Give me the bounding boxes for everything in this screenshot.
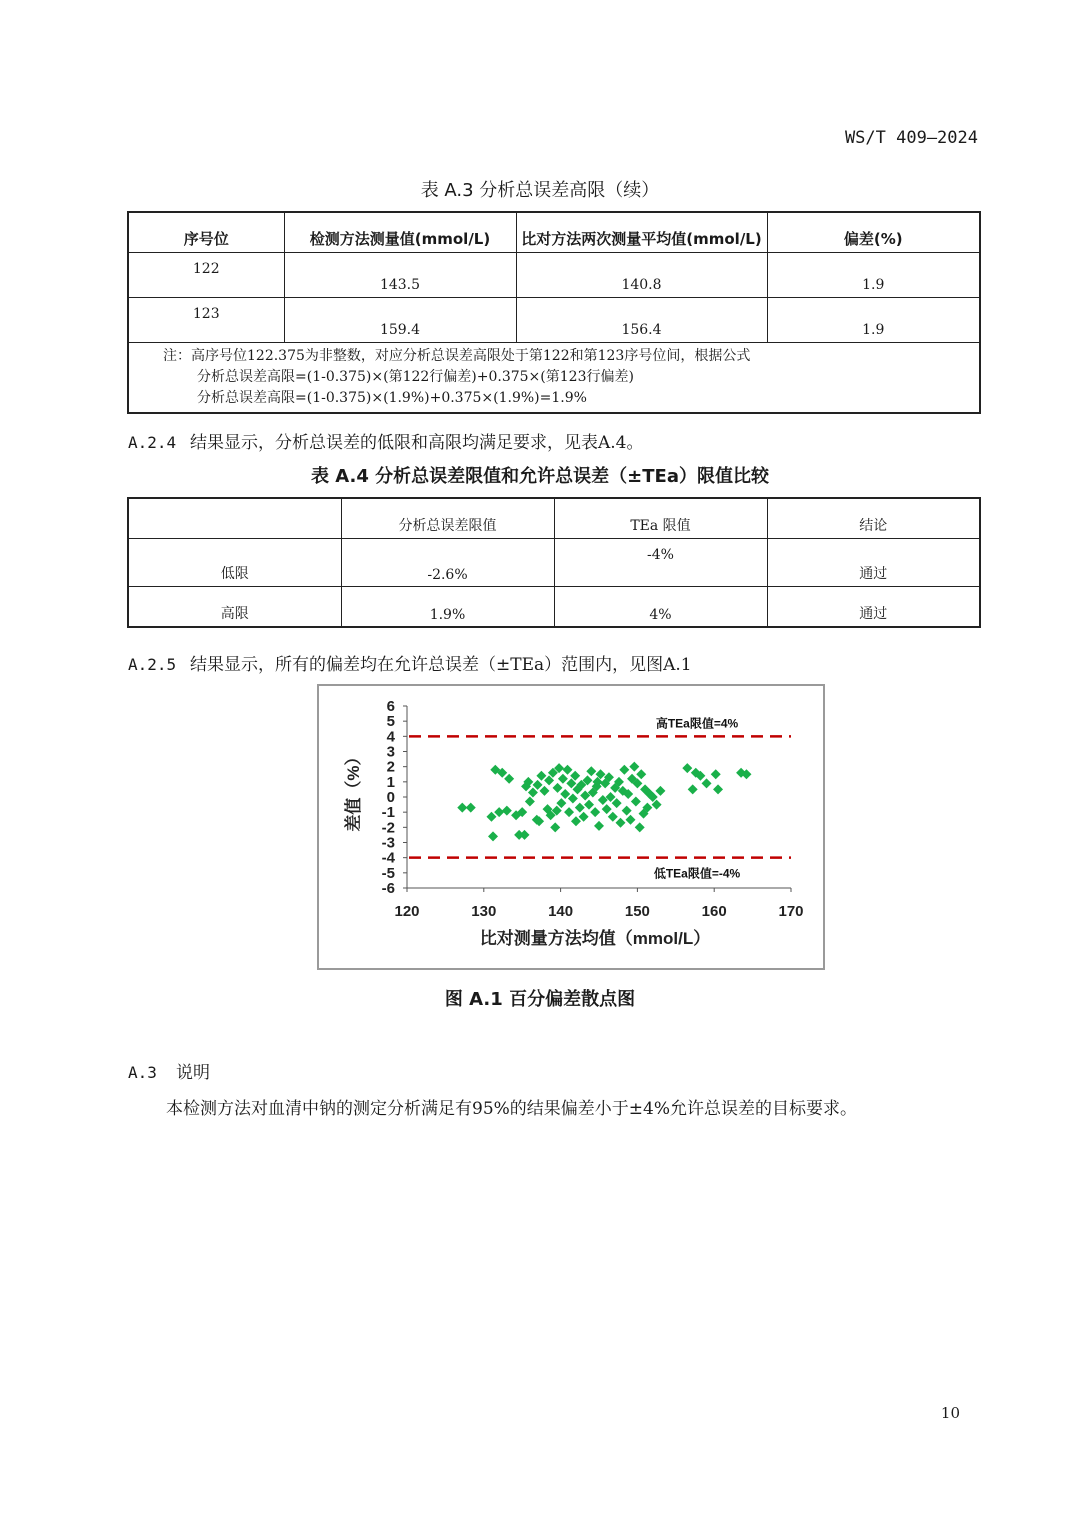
table-row: [128, 298, 980, 343]
data-point: [602, 804, 612, 814]
x-tick-label: 170: [778, 903, 804, 920]
data-point: [533, 780, 543, 790]
figure-caption: 图 A.1 百分偏差散点图: [444, 989, 636, 1010]
y-tick-label: 3: [386, 743, 395, 761]
y-tick-label: -6: [381, 880, 395, 897]
header-cell: 序号位: [128, 212, 284, 253]
data-point: [594, 821, 604, 831]
standard-code: WS/T 409—2024: [844, 128, 978, 148]
section-title: 说明: [176, 1063, 210, 1083]
table-cell: 1.9: [767, 253, 980, 298]
data-point: [636, 769, 646, 779]
data-point: [466, 803, 476, 813]
data-point: [553, 783, 563, 793]
table-row: [128, 253, 980, 298]
section-a3-heading: [128, 1058, 210, 1083]
x-tick-label: 120: [394, 903, 420, 920]
page-number: 10: [940, 1404, 960, 1422]
data-point: [556, 798, 566, 808]
y-axis-label: 差值（%）: [344, 748, 363, 832]
y-tick-label: 6: [386, 698, 395, 715]
data-point: [616, 818, 626, 828]
data-point: [622, 806, 632, 816]
data-point: [488, 831, 498, 841]
data-point: [539, 786, 549, 796]
data-point: [575, 803, 585, 813]
tea-limit-label: 高TEa限值=4%: [655, 716, 739, 731]
table-a4: [127, 497, 981, 628]
note-line: 分析总误差高限=(1-0.375)×(1.9%)+0.375×(1.9%)=1.9%: [197, 390, 587, 406]
header-cell: 检测方法测量值(mmol/L): [284, 212, 516, 253]
table-header-row: [128, 498, 980, 539]
data-point: [619, 765, 629, 775]
data-point: [631, 797, 641, 807]
x-tick-label: 150: [624, 903, 650, 920]
y-tick-label: 5: [386, 713, 395, 731]
table-cell: 4%: [554, 587, 767, 628]
table-note-row: [128, 343, 980, 414]
data-point: [584, 800, 594, 810]
table-cell: 1.9%: [341, 587, 554, 628]
x-tick-label: 140: [548, 903, 574, 920]
data-point: [702, 778, 712, 788]
header-cell: 偏差(%): [767, 212, 980, 253]
data-point: [502, 806, 512, 816]
data-point: [682, 763, 692, 773]
body-paragraph: 本检测方法对血清中钠的测定分析满足有95%的结果偏差小于±4%允许总误差的目标要求。: [166, 1099, 857, 1119]
header-cell: 比对方法两次测量平均值(mmol/L): [516, 212, 767, 253]
table-header-row: [128, 212, 980, 253]
data-point: [560, 789, 570, 799]
data-point: [655, 786, 665, 796]
paragraph-a24: [128, 428, 644, 453]
data-point: [629, 762, 639, 772]
data-point: [579, 812, 589, 822]
data-point: [568, 794, 578, 804]
data-point: [625, 815, 635, 825]
table-a4-caption: 表 A.4 分析总误差限值和允许总误差（±TEa）限值比较: [311, 466, 769, 487]
x-axis-label: 比对测量方法均值（mmol/L）: [479, 929, 711, 948]
paragraph-text: 结果显示，所有的偏差均在允许总误差（±TEa）范围内，见图A.1: [190, 655, 692, 675]
header-cell: 结论: [767, 498, 980, 539]
y-tick-label: -1: [381, 804, 395, 822]
section-number: A.2.4: [128, 433, 177, 452]
section-number: A.3: [128, 1063, 157, 1082]
data-point: [612, 798, 622, 808]
header-cell: 分析总误差限值: [341, 498, 554, 539]
data-point: [564, 807, 574, 817]
data-point: [586, 766, 596, 776]
table-a3: [127, 211, 981, 414]
y-tick-label: 4: [386, 728, 395, 746]
scatter-chart-frame: [317, 684, 825, 970]
table-cell: -4%: [554, 539, 767, 587]
table-cell: 143.5: [284, 253, 516, 298]
note-line: 分析总误差高限=(1-0.375)×(第122行偏差)+0.375×(第123行偏差): [197, 369, 634, 385]
data-point: [486, 812, 496, 822]
data-point: [558, 774, 568, 784]
data-point: [590, 807, 600, 817]
data-point: [563, 765, 573, 775]
data-point: [688, 784, 698, 794]
table-cell: 1.9: [767, 298, 980, 343]
y-tick-label: -4: [381, 849, 395, 867]
data-point: [713, 784, 723, 794]
x-tick-label: 160: [701, 903, 727, 920]
y-tick-label: 1: [386, 773, 395, 791]
data-point: [525, 797, 535, 807]
tea-limit-label: 低TEa限值=-4%: [653, 866, 741, 881]
data-point: [635, 822, 645, 832]
table-row: [128, 539, 980, 587]
table-cell: 140.8: [516, 253, 767, 298]
data-point: [494, 807, 504, 817]
y-tick-label: 2: [386, 758, 395, 776]
y-tick-label: 0: [386, 789, 395, 806]
table-note: [128, 343, 980, 414]
data-point: [608, 812, 618, 822]
data-point: [528, 787, 538, 797]
data-point: [571, 816, 581, 826]
header-cell: [128, 498, 341, 539]
table-cell: 高限: [128, 587, 341, 628]
table-a3-caption: 表 A.3 分析总误差高限（续）: [420, 180, 660, 201]
y-tick-label: -2: [381, 819, 395, 837]
header-cell: TEa 限值: [554, 498, 767, 539]
table-cell: 低限: [128, 539, 341, 587]
table-cell: 通过: [767, 587, 980, 628]
data-point: [711, 769, 721, 779]
paragraph-text: 结果显示，分析总误差的低限和高限均满足要求，见表A.4。: [190, 433, 644, 453]
y-tick-label: -5: [381, 864, 395, 882]
note-line: 高序号位122.375为非整数，对应分析总误差高限处于第122和第123序号位间，根据公式: [191, 348, 751, 364]
table-row: [128, 587, 980, 628]
table-cell: 159.4: [284, 298, 516, 343]
data-point: [536, 771, 546, 781]
note-label: 注：: [163, 348, 191, 364]
data-point: [504, 774, 514, 784]
data-point: [520, 830, 530, 840]
data-point: [550, 822, 560, 832]
x-tick-label: 130: [471, 903, 497, 920]
section-number: A.2.5: [128, 655, 177, 674]
table-cell: 156.4: [516, 298, 767, 343]
paragraph-a25: [128, 650, 692, 675]
y-tick-label: -3: [381, 834, 395, 852]
scatter-chart: [319, 686, 823, 968]
table-cell: 122: [128, 253, 284, 298]
table-cell: -2.6%: [341, 539, 554, 587]
table-cell: 123: [128, 298, 284, 343]
table-cell: 通过: [767, 539, 980, 587]
